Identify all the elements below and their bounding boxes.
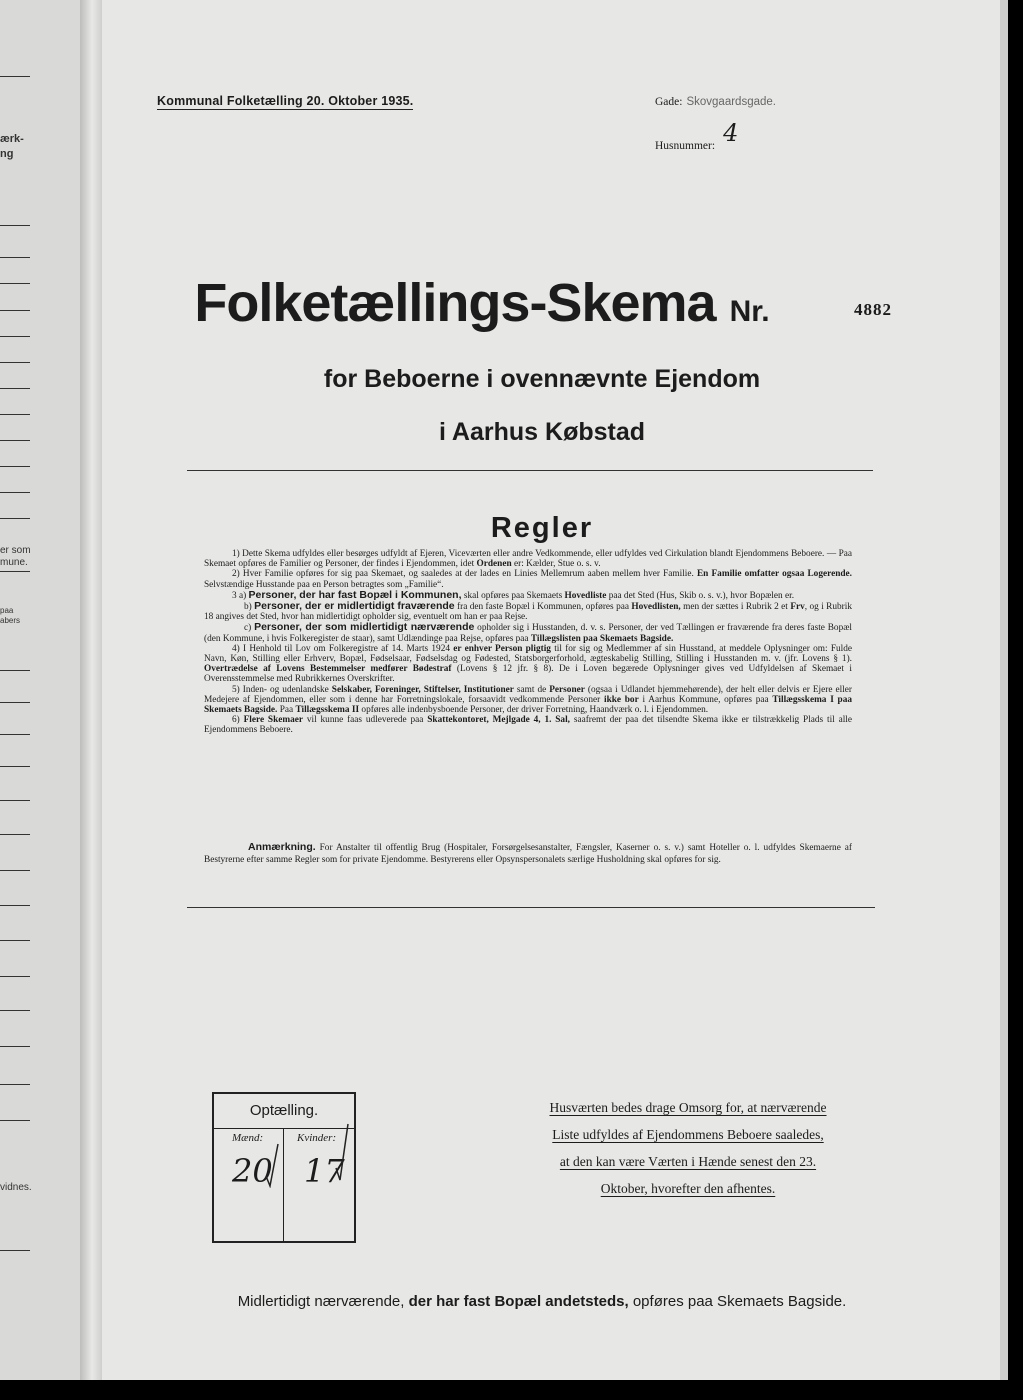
- divider: [187, 907, 875, 908]
- census-form-page: [102, 0, 1000, 1380]
- ledger-rule: [0, 734, 30, 735]
- ledger-rule: [0, 440, 30, 441]
- checkmark-icon: [334, 1122, 350, 1182]
- ledger-rule: [0, 257, 30, 258]
- form-number-stamp: 4882: [854, 300, 892, 319]
- ledger-rule: [0, 310, 30, 311]
- ledger-rule: [0, 492, 30, 493]
- ledger-rule: [0, 388, 30, 389]
- landlord-note: [520, 1094, 856, 1202]
- men-label: Mænd:: [232, 1132, 264, 1144]
- ledger-rule: [0, 905, 30, 906]
- ledger-rule: [0, 518, 30, 519]
- street-field: [655, 92, 776, 110]
- left-fragment: ærk-: [0, 133, 24, 145]
- rules-body: [204, 549, 852, 736]
- count-box: [212, 1092, 356, 1243]
- rule-2: 2) Hver Familie opføres for sig paa Skemaet, og saaledes at der lades en Linies Mellemrum aaben mellem hver Familie. En Familie omfatter ogsaa Logerende. Selvstændige Husstande paa en Person betragtes som „Familie“.: [204, 569, 852, 590]
- ledger-rule: [0, 670, 30, 671]
- ledger-rule: [0, 976, 30, 977]
- landlord-note-line: Husværten bedes drage Omsorg for, at nærværende: [549, 1100, 827, 1115]
- house-number-field: [655, 119, 739, 155]
- count-box-title: Optælling.: [214, 1094, 354, 1129]
- left-fragment: ng: [0, 148, 14, 160]
- street-value: Skovgaardsgade.: [686, 96, 776, 108]
- ledger-rule: [0, 1010, 30, 1011]
- left-fragment: vidnes.: [0, 1182, 32, 1193]
- left-fragment: er som: [0, 545, 31, 556]
- ledger-rule: [0, 1084, 30, 1085]
- ledger-rule: [0, 800, 30, 801]
- left-fragment: paa: [0, 606, 14, 615]
- census-heading: Kommunal Folketælling 20. Oktober 1935.: [157, 94, 414, 108]
- ledger-rule: [0, 940, 30, 941]
- house-number-label: Husnummer:: [655, 140, 716, 152]
- street-label: Gade:: [655, 96, 683, 108]
- ledger-rule: [0, 834, 30, 835]
- landlord-note-line: Oktober, hvorefter den afhentes.: [600, 1181, 776, 1196]
- house-number-value: 4: [723, 119, 739, 147]
- ledger-rule: [0, 466, 30, 467]
- footer-instruction: Midlertidigt nærværende, der har fast Bopæl andetsteds, opføres paa Skemaets Bagside.: [237, 1293, 847, 1310]
- ledger-rule: [0, 336, 30, 337]
- ledger-rule: [0, 362, 30, 363]
- divider: [187, 470, 873, 471]
- ledger-rule: [0, 1250, 30, 1251]
- rule-3b: b) Personer, der er midlertidigt fraværende fra den faste Bopæl i Kommunen, opføres paa Hovedlisten, men der sættes i Rubrik 2 et Frv, og i Rubrik 18 angives det Sted, hvor han midlertidigt opholder sig, eventuelt om han er paa Rejse.: [204, 600, 853, 623]
- rule-6: 6) Flere Skemaer vil kunne faas udleverede paa Skattekontoret, Mejlgade 4, 1. Sal, saafremt der paa det tilsendte Skema ikke er tilstrækkelig Plads til alle Ejendommens Beboere.: [204, 715, 853, 736]
- ledger-rule: [0, 76, 30, 77]
- form-title-text: Folketællings-Skema: [194, 273, 716, 333]
- count-box-divider: [283, 1128, 284, 1241]
- left-fragment: mune.: [0, 557, 28, 568]
- ledger-rule: [0, 702, 30, 703]
- left-facing-page: [0, 0, 80, 1380]
- left-fragment: abers: [0, 616, 21, 625]
- ledger-rule: [0, 1120, 30, 1121]
- remark-paragraph: [204, 842, 852, 866]
- rule-3c: c) Personer, der som midlertidigt nærværende opholder sig i Husstanden, d. v. s. Personer, der ved Tællingen er fraværende fra deres faste Bopæl (den Kommune, i hvis Folkeregister de staar), samt Udlændinge paa Rejse, opføres paa Tillægslisten paa Skemaets Bagside.: [204, 621, 853, 644]
- rule-1: 1) Dette Skema udfyldes eller besørges udfyldt af Ejeren, Viceværten eller andre Vedkommende, eller udfyldes ved Cirkulation blandt Ejendommens Beboere. — Paa Skemaet opføres de Familier og Personer, der findes i Ejendommen, idet Ordenen er: Kælder, Stue o. s. v.: [204, 549, 852, 570]
- rules-heading: Regler: [490, 512, 594, 544]
- form-nr-label: Nr.: [729, 295, 770, 328]
- women-label: Kvinder:: [297, 1132, 337, 1144]
- rule-5: 5) Inden- og udenlandske Selskaber, Foreninger, Stiftelser, Institutioner samt de Personer (ogsaa i Udlandet hjemmehørende), der helt eller delvis er Ejere eller Medejere af Ejendommen, eller som i denne har Forretningslokale, forsaavidt vedkommende Personer ikke bor i Aarhus Kommune, opføres paa Tillægsskema I paa Skemaets Bagside. Paa Tillægsskema II opføres alle indenbysboende Personer, der driver Forretning, Haandværk o. l. i Ejendommen.: [204, 684, 853, 716]
- landlord-note-line: at den kan være Værten i Hænde senest den 23.: [559, 1154, 817, 1169]
- ledger-rule: [0, 1046, 30, 1047]
- ledger-rule: [0, 571, 30, 572]
- ledger-rule: [0, 225, 30, 226]
- form-title: [102, 272, 862, 334]
- page-edge: [1000, 0, 1008, 1380]
- landlord-note-line: Liste udfyldes af Ejendommens Beboere saaledes,: [552, 1127, 824, 1142]
- men-count: 20: [232, 1152, 273, 1190]
- book-spine: [80, 0, 102, 1380]
- rule-3a: 3 a) Personer, der har fast Bopæl i Kommunen, skal opføres paa Skemaets Hovedliste paa det Sted (Hus, Skib o. s. v.), hvor Bopælen er.: [232, 588, 795, 601]
- ledger-rule: [0, 766, 30, 767]
- ledger-rule: [0, 283, 30, 284]
- women-count: 17: [304, 1152, 345, 1190]
- ledger-rule: [0, 414, 30, 415]
- form-subtitle: for Beboerne i ovennævnte Ejendom: [323, 365, 761, 393]
- rule-4: 4) I Henhold til Lov om Folkeregistre af 14. Marts 1924 er enhver Person pligtig til for sig og Medlemmer af sin Husstand, at meddele Oplysninger om: Fulde Navn, Køn, Stilling eller Erhverv, Bopæl, Fødselsaar, Fødselsdag og Fødested, Statsborgerforhold, ægteskabelig Stilling, Stilling i Husstanden m. v. (jfr. Lovens § 1). Overtrædelse af Lovens Bestemmelser medfører Bødestraf (Lovens § 12 jfr. § 8). De i Loven begærede Oplysninger gives ved Udfyldelsen af Skemaet i Overensstemmelse med Rubrikkernes Overskrifter.: [204, 643, 853, 685]
- remark-text: For Anstalter til offentlig Brug (Hospitaler, Forsørgelsesanstalter, Fængsler, Kaserner o. s. v.) samt Hoteller o. l. udfyldes Skemaerne af Bestyrerne efter samme Regler som for private Ejendomme. Bestyrerens eller Opsynspersonalets særlige Husholdning skal opføres for sig.: [204, 843, 853, 865]
- form-subtitle-city: i Aarhus Købstad: [438, 418, 646, 446]
- checkmark-icon: [264, 1142, 280, 1188]
- ledger-rule: [0, 870, 30, 871]
- remark-heading: Anmærkning.: [248, 841, 316, 853]
